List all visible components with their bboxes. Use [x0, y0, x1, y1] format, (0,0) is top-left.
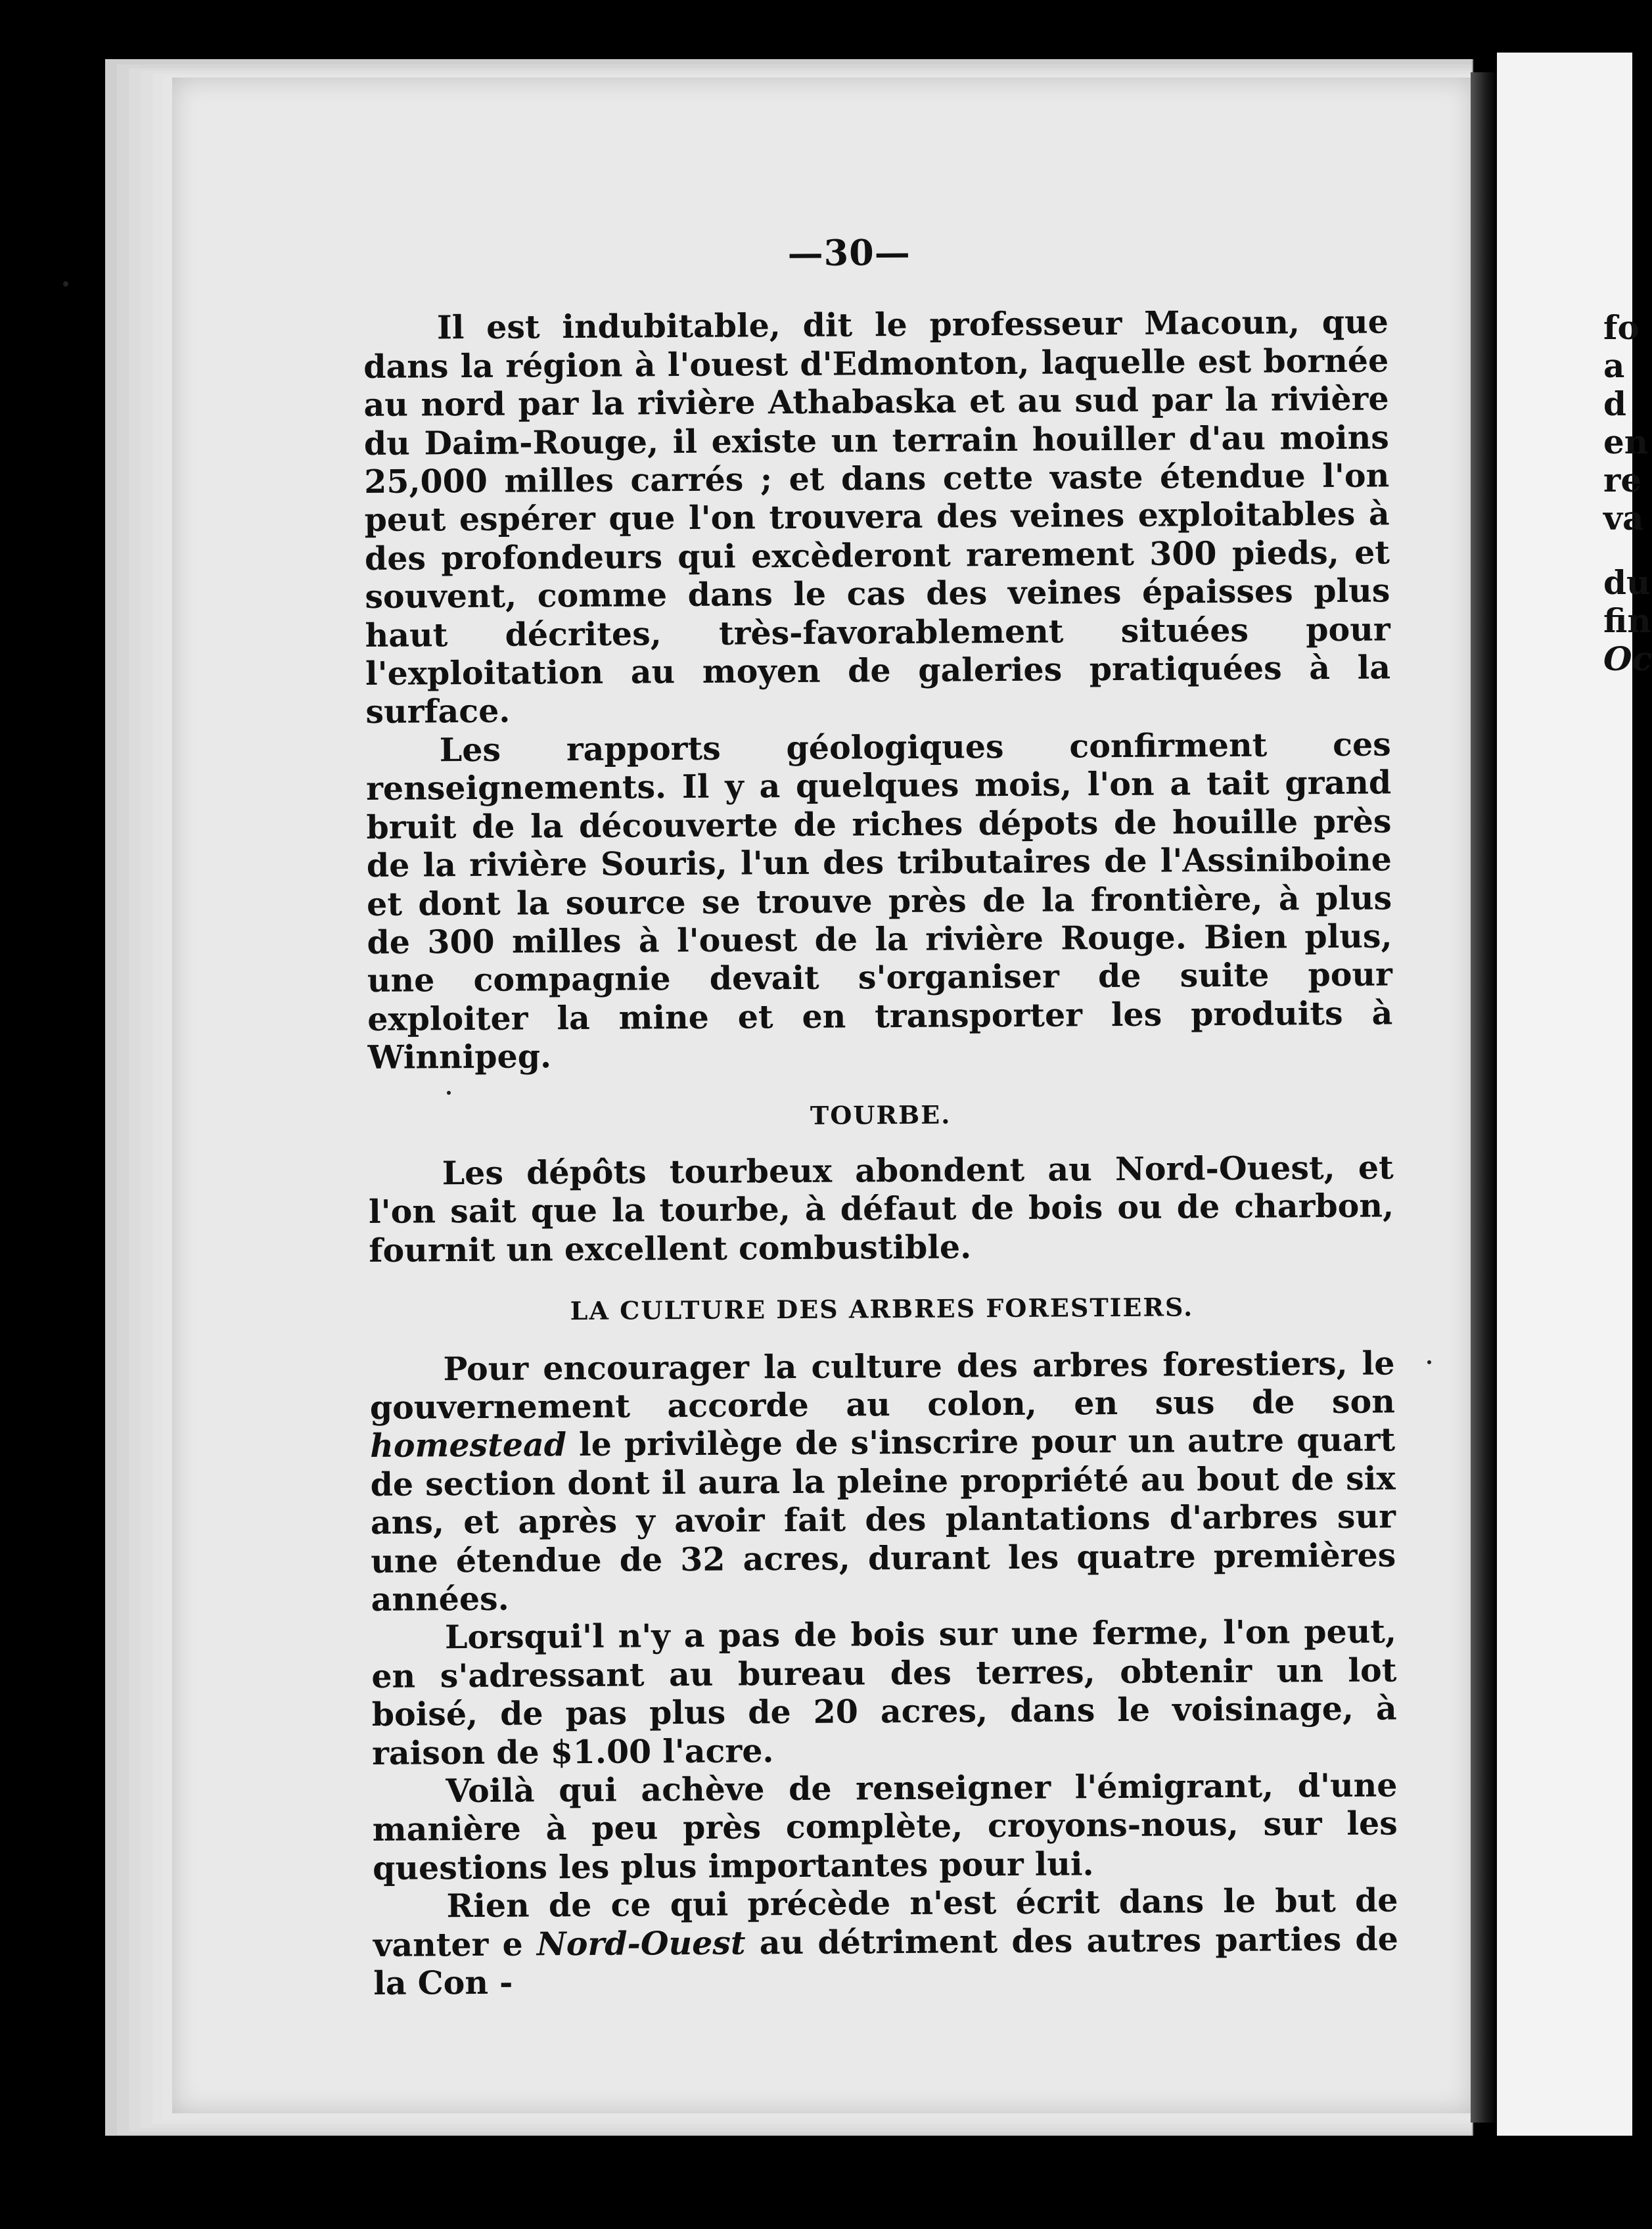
homestead-italic: homestead	[370, 1425, 567, 1465]
facing-fragment: fo	[1603, 308, 1640, 347]
book-gutter	[1471, 72, 1497, 2123]
paragraph-conclusion: Voilà qui achève de renseigner l'émigrant, d'une manière à peu près complète, croyons-nous, sur les questions les plus importantes pour lui.	[372, 1766, 1398, 1887]
scan-speck	[1427, 1360, 1431, 1364]
scan-speck	[447, 1091, 451, 1095]
paragraph-disclaimer-end: au détriment des autres parties de la Con -	[373, 1919, 1399, 2003]
paragraph-geological-reports: Les rapports géologiques confirment ces renseignements. Il y a quelques mois, l'on a tait grand bruit de la découverte de riches dépots de houille près de la rivière Souris, l'un des tributaires de l'Assiniboine et dont la source se trouve près de la frontière, à plus de 300 milles à l'ouest de la rivière Rouge. Bien plus, une compagnie devait s'organiser de suite pour exploiter la mine et en transporter les produits à Winnipeg.	[365, 725, 1393, 1077]
heading-tree-culture: LA CULTURE DES ARBRES FORESTIERS.	[570, 1292, 1194, 1326]
facing-fragment: en	[1603, 423, 1649, 461]
facing-page-text	[1603, 308, 1652, 678]
page-content	[363, 230, 1398, 2002]
paragraph-tree-culture	[369, 1344, 1396, 1619]
facing-fragment: Oc	[1603, 639, 1652, 678]
nord-ouest-italic: Nord-Ouest	[536, 1923, 746, 1964]
facing-fragment: a	[1603, 346, 1625, 385]
paragraph-disclaimer	[373, 1881, 1398, 2003]
heading-tourbe: TOURBE.	[810, 1099, 952, 1130]
facing-fragment: d	[1603, 384, 1626, 423]
facing-fragment: fin	[1603, 601, 1651, 640]
paragraph-wooded-lot: Lorsqui'l n'y a pas de bois sur une ferme, l'on peut, en s'adressant au bureau des terres, obtenir un lot boisé, de pas plus de 20 acres, dans le voisinage, à raison de $1.00 l'acre.	[371, 1612, 1397, 1772]
scan-speck	[63, 281, 68, 287]
paragraph-tree-culture-start: Pour encourager la culture des arbres forestiers, le gouvernement accorde au colon, en sus de son	[369, 1344, 1396, 1427]
paragraph-coal-region: Il est indubitable, dit le professeur Macoun, que dans la région à l'ouest d'Edmonton, laquelle est bornée au nord par la rivière Athabaska et au sud par la rivière du Daim-Rouge, il existe un terrain houiller d'au moins 25,000 milles carrés ; et dans cette vaste étendue l'on peut espérer que l'on trouvera des veines exploitables à des profondeurs qui excèderont rarement 300 pieds, et souvent, comme dans le cas des veines épaisses plus haut décrites, très-favorablement situées pour l'exploitation au moyen de galeries pratiquées à la surface.	[363, 302, 1391, 731]
facing-fragment: va	[1603, 499, 1644, 538]
paragraph-peat: Les dépôts tourbeux abondent au Nord-Ouest, et l'on sait que la tourbe, à défaut de bois ou de charbon, fournit un excellent combustible.	[368, 1148, 1394, 1270]
page-number: —30—	[787, 231, 911, 275]
facing-fragment: re	[1603, 461, 1642, 499]
facing-fragment: du	[1603, 563, 1651, 602]
paragraph-disclaimer-start: Rien de ce qui précède n'est écrit dans le but de vanter e	[373, 1881, 1398, 1964]
paragraph-tree-culture-end: le privilège de s'inscrire pour un autre quart de section dont il aura la pleine propriété au bout de six ans, et après y avoir fait des plantations d'arbres sur une étendue de 32 acres, durant les quatre premières années.	[370, 1420, 1396, 1619]
